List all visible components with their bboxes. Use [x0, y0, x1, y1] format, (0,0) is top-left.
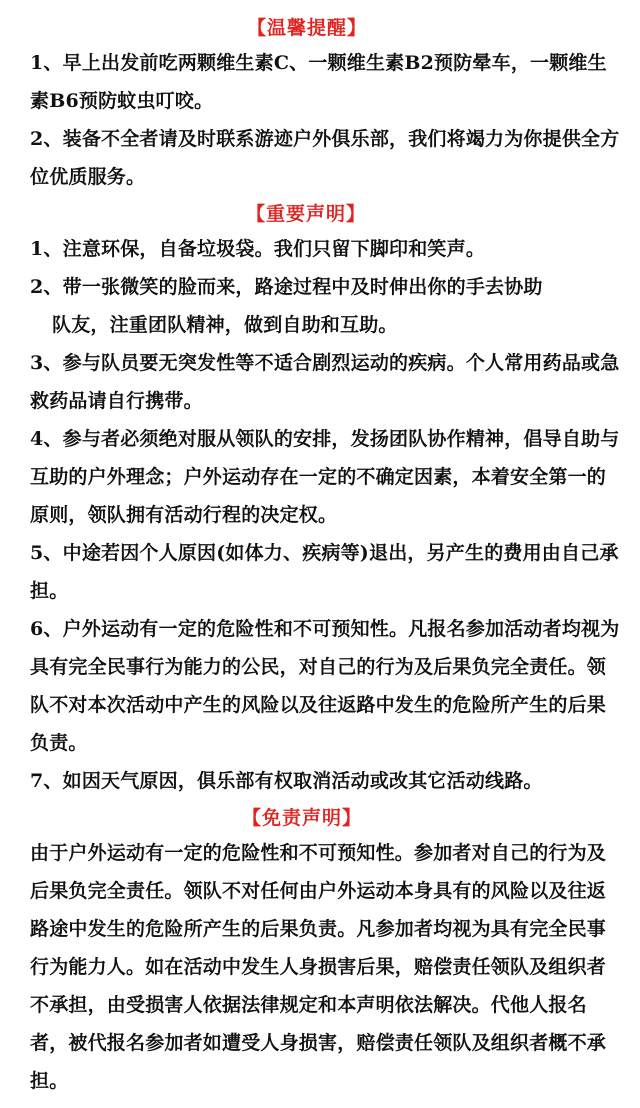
statement-item-2 [30, 268, 622, 344]
statement-item-2-line-1: 2、带一张微笑的脸而来，路途过程中及时伸出你的手去协助 [30, 276, 543, 298]
statement-item-3: 3、参与队员要无突发性等不适合剧烈运动的疾病。个人常用药品或急救药品请自行携带。 [30, 352, 620, 412]
statement-item-7: 7、如因天气原因，俱乐部有权取消活动或改其它活动线路。 [30, 770, 543, 792]
section-heading-warm-reminder: 【温馨提醒】 [246, 17, 367, 39]
reminder-item-1: 1、早上出发前吃两颗维生素C、一颗维生素B2预防晕车，一颗维生素B6预防蚊虫叮咬。 [30, 52, 607, 112]
statement-item-5: 5、中途若因个人原因(如体力、疾病等)退出，另产生的费用由自己承担。 [30, 542, 619, 602]
section-heading-important-statement: 【重要声明】 [245, 203, 366, 225]
disclaimer-text: 由于户外运动有一定的危险性和不可预知性。参加者对自己的行为及后果负完全责任。领队不对任何由户外运动本身具有的风险以及往返路途中发生的危险所产生的后果负责。凡参加者均视为具有完全民事行为能力人。如在活动中发生人身损害后果，赔偿责任领队及组织者不承担，由受损害人依据法律规定和本声明依法解决。代他人报名者，被代报名参加者如遭受人身损害，赔偿责任领队及组织者概不承担。 [30, 842, 607, 1092]
reminder-item-2: 2、装备不全者请及时联系游迹户外俱乐部，我们将竭力为你提供全方位优质服务。 [30, 128, 620, 188]
section-heading-disclaimer: 【免责声明】 [241, 807, 362, 829]
statement-item-2-line-2: 队友，注重团队精神，做到自助和互助。 [52, 314, 398, 336]
statement-item-6: 6、户外运动有一定的危险性和不可预知性。凡报名参加活动者均视为具有完全民事行为能力的公民，对自己的行为及后果负完全责任。领队不对本次活动中产生的风险以及往返路中发生的危险所产生的后果负责。 [30, 618, 620, 754]
statement-item-4: 4、参与者必须绝对服从领队的安排，发扬团队协作精神，倡导自助与互助的户外理念；户外运动存在一定的不确定因素，本着安全第一的原则，领队拥有活动行程的决定权。 [30, 428, 620, 526]
statement-item-1: 1、注意环保，自备垃圾袋。我们只留下脚印和笑声。 [30, 238, 486, 260]
